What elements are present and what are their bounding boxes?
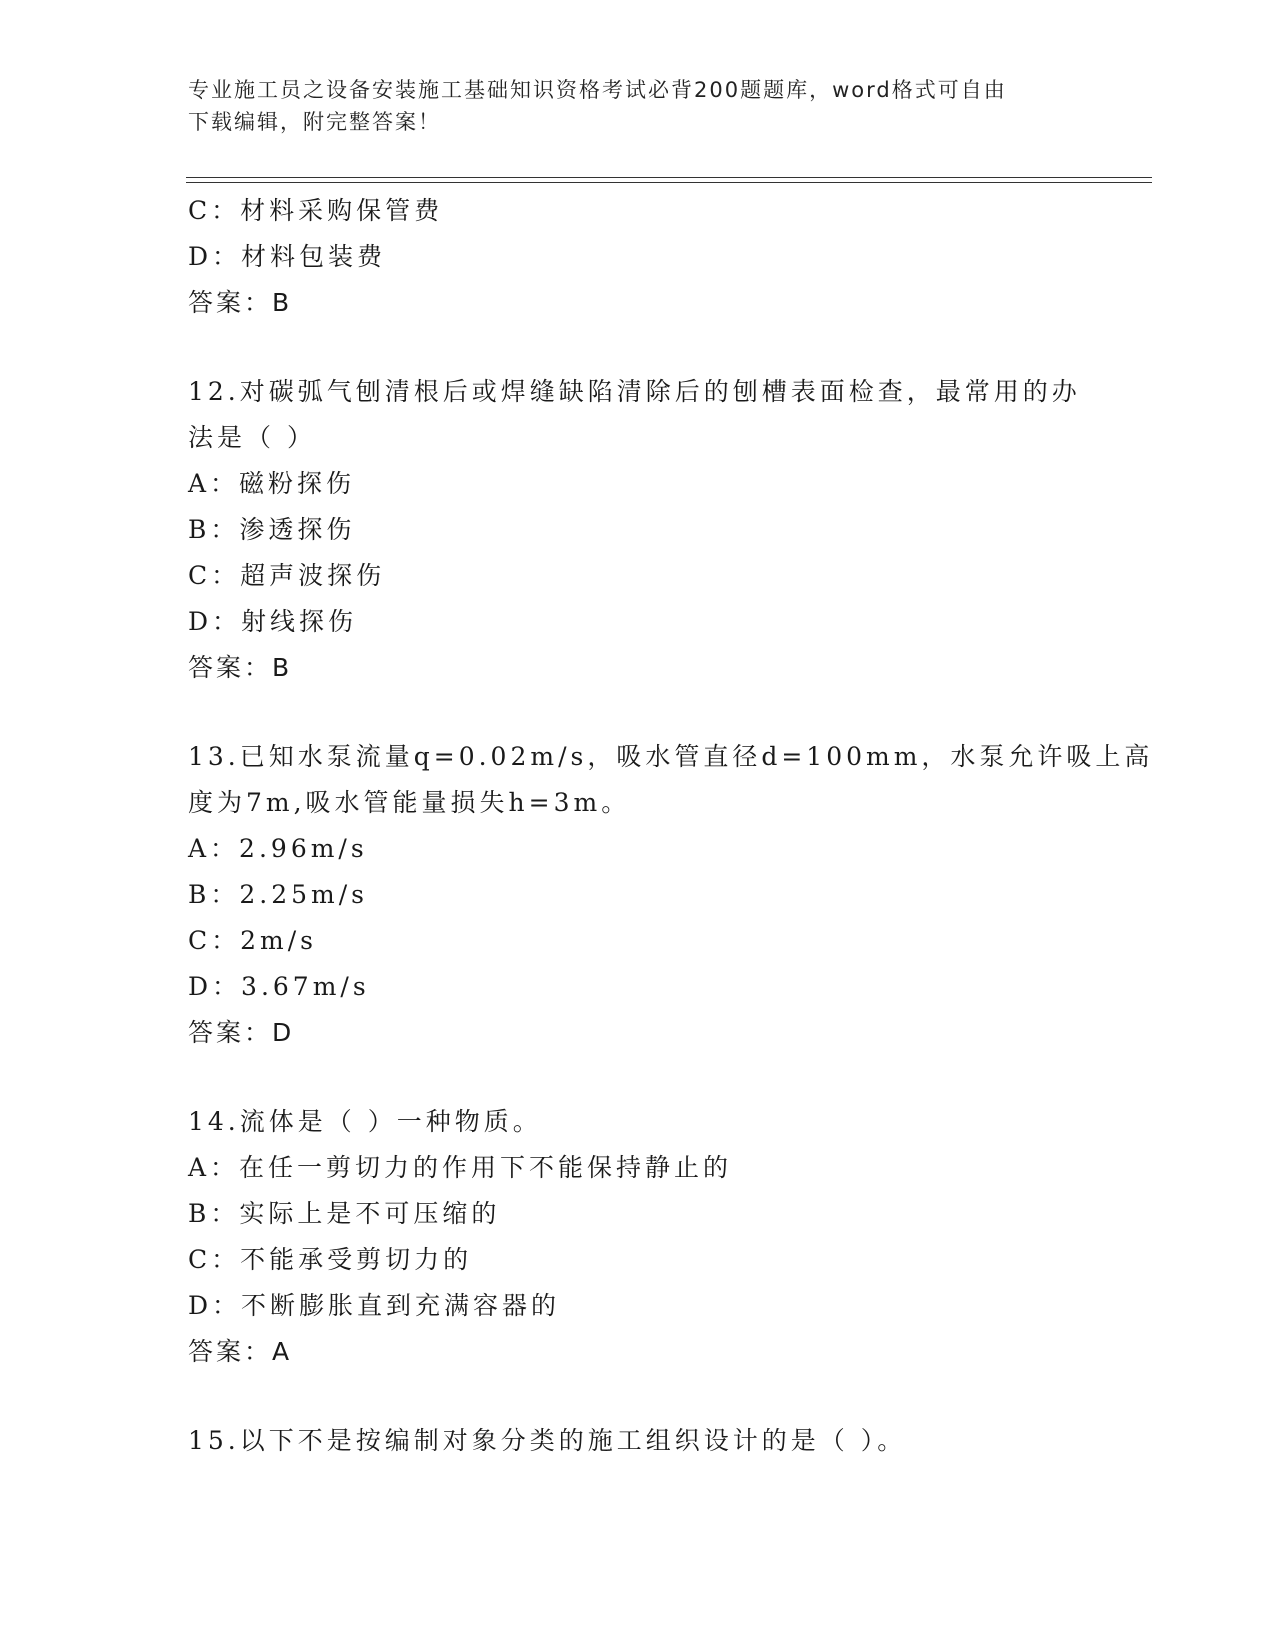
option-d: D：不断膨胀直到充满容器的 [188,1291,561,1320]
header-title-line-1: 专业施工员之设备安装施工基础知识资格考试必背200题题库，word格式可自由 [188,78,1007,102]
question-stem-line: 12.对碳弧气刨清根后或焊缝缺陷清除后的刨槽表面检查，最常用的办 [188,377,1081,406]
option-c: C：不能承受剪切力的 [188,1245,473,1274]
question-stem-line: 度为7m,吸水管能量损失h=3m。 [188,788,631,817]
document-header [188,74,1088,138]
answer-label: 答案：A [188,1337,293,1366]
answer-label: 答案：B [188,653,293,682]
option-d: D：射线探伤 [188,607,358,636]
header-divider [186,177,1152,183]
option-d: D：材料包装费 [188,242,387,271]
question-list [188,188,1154,1464]
answer-label: 答案：B [188,288,293,317]
question-stem-line: 13.已知水泵流量q=0.02m/s，吸水管直径d=100mm，水泵允许吸上高 [188,742,1154,771]
option-b: B：实际上是不可压缩的 [188,1199,501,1228]
option-c: C：材料采购保管费 [188,196,444,225]
question-stem-line: 15.以下不是按编制对象分类的施工组织设计的是（ ）。 [188,1426,907,1455]
option-d: D：3.67m/s [188,972,370,1001]
question-stem-line: 14.流体是（ ）一种物质。 [188,1107,542,1136]
option-a: A：2.96m/s [188,834,368,863]
option-a: A：在任一剪切力的作用下不能保持静止的 [188,1153,733,1182]
option-c: C：2m/s [188,926,317,955]
header-title-line-2: 下载编辑，附完整答案！ [188,110,441,134]
answer-label: 答案：D [188,1018,295,1047]
option-b: B：2.25m/s [188,880,368,909]
question-13 [188,734,1154,1056]
question-14 [188,1099,1088,1375]
question-11-tail [188,188,1088,326]
question-12 [188,369,1088,691]
option-c: C：超声波探伤 [188,561,386,590]
question-15 [188,1418,1088,1464]
question-stem-line: 法是（ ） [188,423,316,452]
option-b: B：渗透探伤 [188,515,356,544]
option-a: A：磁粉探伤 [188,469,356,498]
